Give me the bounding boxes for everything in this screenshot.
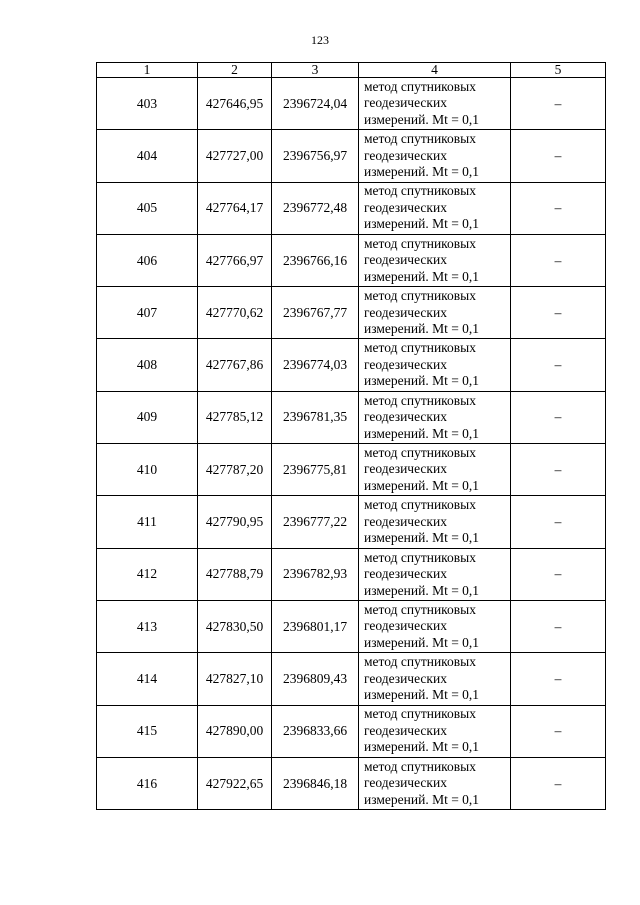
method-cell bbox=[359, 391, 511, 443]
y-coordinate-cell: 2396833,66 bbox=[272, 705, 359, 757]
table-row bbox=[97, 600, 606, 652]
point-number-cell: 405 bbox=[97, 182, 198, 234]
y-coordinate-cell: 2396777,22 bbox=[272, 496, 359, 548]
x-coordinate-cell: 427764,17 bbox=[198, 182, 272, 234]
x-coordinate-cell: 427830,50 bbox=[198, 600, 272, 652]
table-row bbox=[97, 496, 606, 548]
y-coordinate-cell: 2396801,17 bbox=[272, 600, 359, 652]
y-coordinate-cell: 2396774,03 bbox=[272, 339, 359, 391]
method-cell bbox=[359, 496, 511, 548]
method-cell bbox=[359, 339, 511, 391]
method-line: метод спутниковых bbox=[364, 235, 476, 251]
x-coordinate-cell: 427790,95 bbox=[198, 496, 272, 548]
x-coordinate-cell: 427727,00 bbox=[198, 130, 272, 182]
page-number: 123 bbox=[311, 33, 329, 47]
method-line: геодезических bbox=[364, 513, 447, 529]
method-cell bbox=[359, 444, 511, 496]
method-line: метод спутниковых bbox=[364, 654, 476, 670]
note-cell: – bbox=[511, 548, 606, 600]
method-line: геодезических bbox=[364, 252, 447, 268]
column-header-2: 2 bbox=[198, 63, 272, 78]
y-coordinate-cell: 2396775,81 bbox=[272, 444, 359, 496]
point-number-cell: 406 bbox=[97, 234, 198, 286]
point-number-cell: 415 bbox=[97, 705, 198, 757]
y-coordinate-cell: 2396781,35 bbox=[272, 391, 359, 443]
method-line: геодезических bbox=[364, 775, 447, 791]
column-header-1: 1 bbox=[97, 63, 198, 78]
x-coordinate-cell: 427785,12 bbox=[198, 391, 272, 443]
method-line: геодезических bbox=[364, 147, 447, 163]
x-coordinate-cell: 427646,95 bbox=[198, 78, 272, 130]
point-number-cell: 414 bbox=[97, 653, 198, 705]
method-cell bbox=[359, 287, 511, 339]
x-coordinate-cell: 427788,79 bbox=[198, 548, 272, 600]
table-row bbox=[97, 653, 606, 705]
method-line: измерений. Mt = 0,1 bbox=[364, 687, 480, 703]
x-coordinate-cell: 427767,86 bbox=[198, 339, 272, 391]
x-coordinate-cell: 427922,65 bbox=[198, 757, 272, 809]
note-cell: – bbox=[511, 130, 606, 182]
table-row bbox=[97, 234, 606, 286]
method-line: геодезических bbox=[364, 356, 447, 372]
point-number-cell: 408 bbox=[97, 339, 198, 391]
method-line: метод спутниковых bbox=[364, 288, 476, 304]
method-cell bbox=[359, 78, 511, 130]
method-line: измерений. Mt = 0,1 bbox=[364, 111, 480, 127]
note-cell: – bbox=[511, 78, 606, 130]
y-coordinate-cell: 2396809,43 bbox=[272, 653, 359, 705]
x-coordinate-cell: 427890,00 bbox=[198, 705, 272, 757]
method-line: измерений. Mt = 0,1 bbox=[364, 791, 480, 807]
y-coordinate-cell: 2396724,04 bbox=[272, 78, 359, 130]
method-line: измерений. Mt = 0,1 bbox=[364, 530, 480, 546]
method-line: метод спутниковых bbox=[364, 497, 476, 513]
y-coordinate-cell: 2396767,77 bbox=[272, 287, 359, 339]
table-row bbox=[97, 287, 606, 339]
note-cell: – bbox=[511, 496, 606, 548]
note-cell: – bbox=[511, 600, 606, 652]
method-cell bbox=[359, 182, 511, 234]
method-line: измерений. Mt = 0,1 bbox=[364, 373, 480, 389]
method-line: измерений. Mt = 0,1 bbox=[364, 477, 480, 493]
column-header-4: 4 bbox=[359, 63, 511, 78]
method-cell bbox=[359, 600, 511, 652]
table-row bbox=[97, 78, 606, 130]
method-line: метод спутниковых bbox=[364, 131, 476, 147]
x-coordinate-cell: 427770,62 bbox=[198, 287, 272, 339]
table-row bbox=[97, 548, 606, 600]
point-number-cell: 409 bbox=[97, 391, 198, 443]
method-line: геодезических bbox=[364, 304, 447, 320]
point-number-cell: 407 bbox=[97, 287, 198, 339]
method-line: метод спутниковых bbox=[364, 706, 476, 722]
method-cell bbox=[359, 705, 511, 757]
point-number-cell: 411 bbox=[97, 496, 198, 548]
x-coordinate-cell: 427827,10 bbox=[198, 653, 272, 705]
y-coordinate-cell: 2396846,18 bbox=[272, 757, 359, 809]
method-line: геодезических bbox=[364, 409, 447, 425]
table-row bbox=[97, 391, 606, 443]
y-coordinate-cell: 2396756,97 bbox=[272, 130, 359, 182]
note-cell: – bbox=[511, 444, 606, 496]
note-cell: – bbox=[511, 234, 606, 286]
column-header-3: 3 bbox=[272, 63, 359, 78]
method-cell bbox=[359, 548, 511, 600]
method-line: метод спутниковых bbox=[364, 758, 476, 774]
note-cell: – bbox=[511, 287, 606, 339]
note-cell: – bbox=[511, 339, 606, 391]
point-number-cell: 410 bbox=[97, 444, 198, 496]
method-line: измерений. Mt = 0,1 bbox=[364, 425, 480, 441]
method-line: геодезических bbox=[364, 670, 447, 686]
method-cell bbox=[359, 130, 511, 182]
method-line: измерений. Mt = 0,1 bbox=[364, 321, 480, 337]
method-cell bbox=[359, 757, 511, 809]
point-number-cell: 413 bbox=[97, 600, 198, 652]
method-line: метод спутниковых bbox=[364, 601, 476, 617]
method-cell bbox=[359, 234, 511, 286]
method-line: геодезических bbox=[364, 566, 447, 582]
method-line: геодезических bbox=[364, 618, 447, 634]
y-coordinate-cell: 2396782,93 bbox=[272, 548, 359, 600]
method-cell bbox=[359, 653, 511, 705]
table-row bbox=[97, 705, 606, 757]
table-header-row bbox=[97, 63, 606, 78]
method-line: измерений. Mt = 0,1 bbox=[364, 634, 480, 650]
note-cell: – bbox=[511, 391, 606, 443]
method-line: метод спутниковых bbox=[364, 78, 476, 94]
y-coordinate-cell: 2396772,48 bbox=[272, 182, 359, 234]
column-header-5: 5 bbox=[511, 63, 606, 78]
x-coordinate-cell: 427766,97 bbox=[198, 234, 272, 286]
coordinates-table bbox=[96, 62, 606, 810]
method-line: геодезических bbox=[364, 461, 447, 477]
method-line: геодезических bbox=[364, 199, 447, 215]
method-line: метод спутниковых bbox=[364, 444, 476, 460]
method-line: измерений. Mt = 0,1 bbox=[364, 164, 480, 180]
method-line: метод спутниковых bbox=[364, 549, 476, 565]
method-line: метод спутниковых bbox=[364, 183, 476, 199]
method-line: геодезических bbox=[364, 95, 447, 111]
point-number-cell: 412 bbox=[97, 548, 198, 600]
method-line: измерений. Mt = 0,1 bbox=[364, 216, 480, 232]
point-number-cell: 416 bbox=[97, 757, 198, 809]
point-number-cell: 403 bbox=[97, 78, 198, 130]
table-row bbox=[97, 339, 606, 391]
method-line: метод спутниковых bbox=[364, 392, 476, 408]
method-line: метод спутниковых bbox=[364, 340, 476, 356]
table-row bbox=[97, 444, 606, 496]
table-body bbox=[97, 78, 606, 810]
note-cell: – bbox=[511, 182, 606, 234]
point-number-cell: 404 bbox=[97, 130, 198, 182]
table-row bbox=[97, 182, 606, 234]
x-coordinate-cell: 427787,20 bbox=[198, 444, 272, 496]
y-coordinate-cell: 2396766,16 bbox=[272, 234, 359, 286]
table-row bbox=[97, 130, 606, 182]
note-cell: – bbox=[511, 757, 606, 809]
method-line: измерений. Mt = 0,1 bbox=[364, 268, 480, 284]
method-line: измерений. Mt = 0,1 bbox=[364, 739, 480, 755]
method-line: измерений. Mt = 0,1 bbox=[364, 582, 480, 598]
note-cell: – bbox=[511, 705, 606, 757]
note-cell: – bbox=[511, 653, 606, 705]
table-row bbox=[97, 757, 606, 809]
method-line: геодезических bbox=[364, 722, 447, 738]
